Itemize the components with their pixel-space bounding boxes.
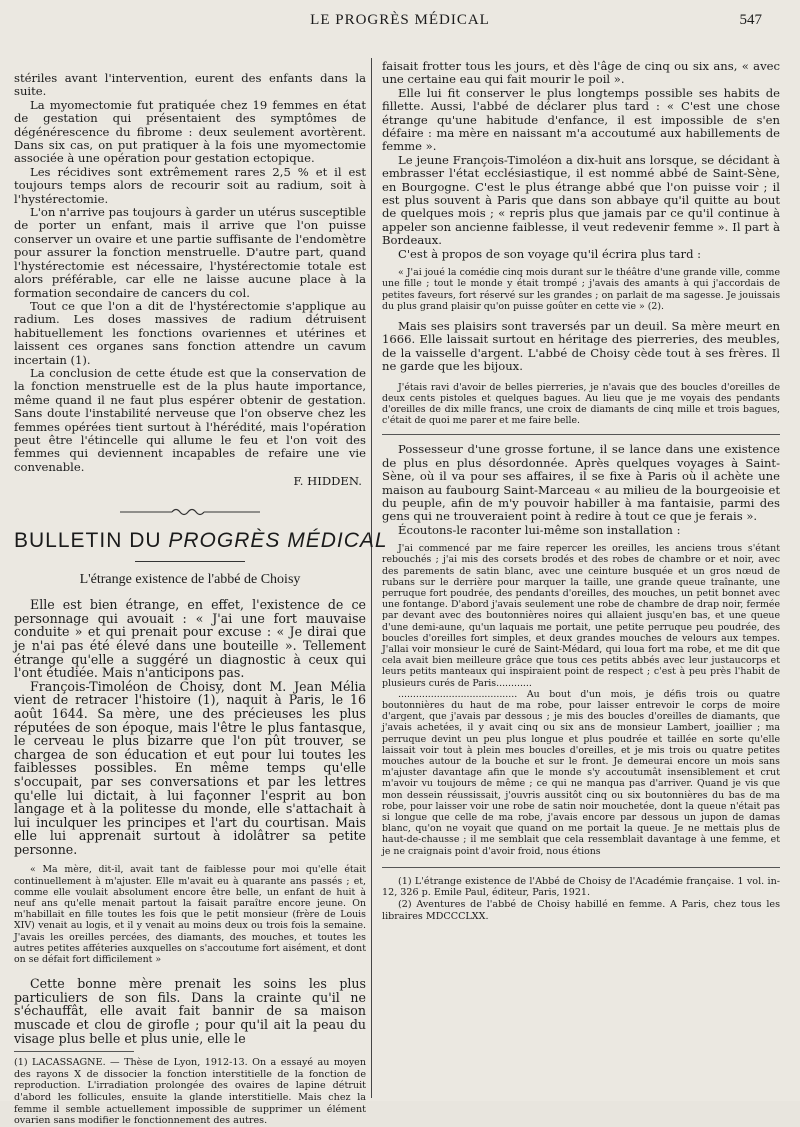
- page-number: 547: [739, 12, 762, 28]
- paragraph: Écoutons-le raconter lui-même son installation :: [398, 522, 681, 537]
- paragraph: La conclusion de cette étude est que la conservation de la fonction menstruelle est de la plus haute importance, même quand il ne faut plus espérer obtenir de gestation. Sans doute l'instabilité nerveuse que l'on observe chez les femmes opérées tient surtout à l'hérédité, mais l'opération peut être l'étincelle qui allume le feu et l'on voit des femmes qui deviennent incapables de refaire une vie convenable.: [14, 365, 366, 474]
- right-column: [382, 60, 780, 1097]
- quotation: ........................................ Au bout d'un mois, je défis trois ou quatre boutonnières du haut de ma robe, pour laisser entrevoir le corps de moire d'argent, que j'avais par dessous ; je mis des boucles d'oreilles de diamants, que j'avais achetées, il y avait cinq ou six ans de monsieur Lambert, joaillier ; ma perruque devint un peu plus longue et plus poudrée et taillée en sorte qu'elle laissait voir tout à plein mes boucles d'oreilles, et je mis trois ou quatre petites mouches autour de la bouche et sur le front. Je demeurai encore un mois sans m'ajuster davantage afin que le monde s'y accoutumât insensiblement et crut m'avoir vu toujours de même ; ce qui ne manqua pas d'arriver. Quand je vis que mon dessein réussissait, j'ouvris aussitôt cinq ou six boutonnières du bas de ma robe, pour laisser voir une robe de satin noir mouchetée, dont la queue n'était pas si longue que celle de ma robe, j'avais encore par dessous un jupon de damas blanc, qu'on ne voyait que quand on me portait la queue. Je ne mettais plus de haut-de-chausse ; il me semblait que cela ressemblait davantage à une femme, et je ne craignais point d'avoir froid, nous étions: [382, 688, 780, 857]
- paragraph: Les récidives sont extrêmement rares 2,5 % et il est toujours temps alors de recourir soit au radium, soit à l'hystérectomie.: [14, 164, 366, 206]
- journal-title: LE PROGRÈS MÉDICAL: [310, 12, 490, 28]
- paragraph: Elle lui fit conserver le plus longtemps possible ses habits de fillette. Aussi, l'abbé de déclarer plus tard : « C'est une chose étrange qu'une habitude d'enfance, il est impossible de s'en défaire : ma mère en naissant m'a accoutumé aux habillements de femme ».: [382, 85, 780, 154]
- paragraph: Cette bonne mère prenait les soins les plus particuliers de son fils. Dans la crainte qu'il ne s'échauffât, elle avait fait bannir de sa maison muscade et clou de girofle ; pour qu'il ait la peau du visage plus belle et plus unie, elle le: [14, 976, 366, 1046]
- bulletin-heading: [14, 529, 388, 553]
- paragraph: La myomectomie fut pratiquée chez 19 femmes en état de gestation qui présentaient des symptômes de dégénérescence du fibrome : deux seulement avortèrent. Dans six cas, on put pratiquer à la fois une myomectomie associée à une opération pour gestation ectopique.: [14, 97, 366, 166]
- paragraph: L'on n'arrive pas toujours à garder un utérus susceptible de porter un enfant, mais il arrive que l'on puisse conserver un ovaire et une partie suffisante de l'endomètre pour assurer la fonction menstruelle. D'autre part, quand l'hystérectomie est nécessaire, l'hystérectomie totale est alors préférable, car elle ne laisse aucune place à la formation secondaire de cancers du col.: [14, 205, 366, 300]
- column-divider: [371, 58, 372, 1098]
- footnote: (1) LACASSAGNE. — Thèse de Lyon, 1912-13. On a essayé au moyen des rayons X de dissocier la fonction interstitielle de la fonction de reproduction. L'irradiation prolongée des ovaires de lapine détruit d'abord les follicules, ensuite la glande interstitielle. Mais chez la femme il semble actuellement impossible de supprimer un élément ovarien sans modifier le fonctionnement des autres.: [14, 1057, 366, 1127]
- bulletin-journal-name: PROGRÈS MÉDICAL: [168, 529, 388, 553]
- paragraph: Tout ce que l'on a dit de l'hystérectomie s'applique au radium. Les doses massives de radium détruisent habituellement les fonctions ovariennes et utérines et laissent ces organes sans fonction attendre un cavum incertain (1).: [14, 298, 366, 367]
- ornament-icon: [120, 507, 260, 517]
- page-header: [0, 6, 800, 36]
- separator-ornament: [14, 502, 366, 521]
- paragraph: faisait frotter tous les jours, et dès l'âge de cinq ou six ans, « avec une certaine eau qui fait mourir le poil ».: [382, 59, 780, 87]
- quotation: J'étais ravi d'avoir de belles pierreries, je n'avais que des boucles d'oreilles de deux cents pistoles et quelques bagues. Au lieu que je me voyais des pendants d'oreilles de dix mille francs, une croix de diamants de cinq mille et trois bagues, c'était de quoi me parer et me faire belle.: [382, 381, 780, 427]
- paragraph: Possesseur d'une grosse fortune, il se lance dans une existence de plus en plus désordonnée. Après quelques voyages à Saint-Sène, où il va pour ses affaires, il se fixe à Paris où il achète une maison au faubourg Saint-Marceau « au milieu de la bourgeoisie et du peuple, afin de m'y pouvoir habiller à ma fantaisie, parmi des gens qui ne trouveraient point à redire à tout ce que je ferais ».: [382, 442, 780, 524]
- paragraph: François-Timoléon de Choisy, dont M. Jean Mélia vient de retracer l'histoire (1), naquit à Paris, le 16 août 1644. Sa mère, une des précieuses les plus réputées de son époque, mais l'être le plus fantasque, le cerveau le plus bizarre que l'on pût trouver, se chargea de son éducation et eut pour lui toutes les faiblesses possibles. En même temps qu'elle s'occupait, par ses conversations et par les lettres qu'elle lui dictait, à lui façonner l'esprit au bon langage et à la politesse du monde, elle s'attachait à lui inculquer les principes et l'art du courtisan. Mais elle lui apprenait surtout à idolâtrer sa petite personne.: [14, 678, 366, 857]
- quotation: « Ma mère, dit-il, avait tant de faiblesse pour moi qu'elle était continuellement à m'ajuster. Elle m'avait eu à quarante ans passés ; et, comme elle voulait absolument encore être belle, un enfant de huit à neuf ans qu'elle menait partout la faisait paraître encore jeune. On m'habillait en fille toutes les fois que le petit monsieur (frère de Louis XIV) venait au logis, et il y venait au moins deux ou trois fois la semaine. J'avais les oreilles percées, des diamants, des mouches, et toutes les autres petites afféteries auxquelles on s'accoutume fort aisément, et dont on se défait fort difficilement »: [14, 864, 366, 966]
- quotation: J'ai commencé par me faire repercer les oreilles, les anciens trous s'étant rebouchés ; j'ai mis des corsets brodés et des robes de chambre or et noir, avec des parements de satin blanc, avec une ceinture busquée et un gros nœud de rubans sur le derrière pour marquer la taille, une grande queue traînante, une perruque fort poudrée, des pendants d'oreilles, des mouches, un petit bonnet avec une fontange. D'abord j'avais seulement une robe de chambre de drap noir, fermée par devant avec des boutonnières noires qui allaient jusqu'en bas, et une queue d'une demi-aune, qu'un laquais me portait, une petite perruque peu poudrée, des boucles d'oreilles fort simples, et deux grandes mouches de velours aux tempes. J'allai voir monsieur le curé de Saint-Médard, qui loua fort ma robe, et me dit que cela avait bien meilleure grâce que tous ces petits abbés avec leur justaucorps et leurs petits manteaux qui inspiraient point de respect ; c'est à peu près l'habit de plusieurs curés de Paris............: [382, 543, 780, 689]
- paragraph: Le jeune François-Timoléon a dix-huit ans lorsque, se décidant à embrasser l'état ecclésiastique, il est nommé abbé de Saint-Sène, en Bourgogne. C'est le plus étrange abbé que l'on puisse voir ; il est plus souvent à Paris que dans son abbaye qu'il quitte au bout de quelques mois ; « repris plus que jamais par ce qu'il continue à appeler son ancienne faiblesse, il veut redevenir femme ». Il part à Bordeaux.: [382, 152, 780, 248]
- paragraph: C'est à propos de son voyage qu'il écrira plus tard :: [398, 246, 702, 261]
- bulletin-prefix: BULLETIN DU: [14, 529, 169, 553]
- article-title: L'étrange existence de l'abbé de Choisy: [79, 572, 301, 588]
- paragraph: Mais ses plaisirs sont traversés par un deuil. Sa mère meurt en 1666. Elle laissait surtout en héritage des pierreries, des meubles, de la vaisselle d'argent. L'abbé de Choisy cède tout à ses frères. Il ne garde que les bijoux.: [382, 318, 780, 374]
- footnote-rule: [14, 1051, 134, 1052]
- footnote: (1) L'étrange existence de l'Abbé de Choisy de l'Académie française. 1 vol. in-12, 326 p. Emile Paul, éditeur, Paris, 1921.: [382, 875, 780, 899]
- quotation: « J'ai joué la comédie cinq mois durant sur le théâtre d'une grande ville, comme une fille ; tout le monde y était trompé ; j'avais des amants à qui j'accordais de petites faveurs, fort réservé sur les grandes ; on parlait de ma sagesse. Je jouissais du plus grand plaisir qu'on puisse goûter en cette vie » (2).: [382, 267, 780, 312]
- heading-rule: [135, 561, 245, 562]
- paragraph: Elle est bien étrange, en effet, l'existence de ce personnage qui avouait : « J'ai une fort mauvaise conduite » et qui prenait pour excuse : « Je dirai que je n'ai pas été élevé dans une bouteille ». Tellement étrange qu'elle a suggéré un diagnostic à ceux qui l'ont étudiée. Mais n'anticipons pas.: [14, 597, 366, 681]
- paragraph: stériles avant l'intervention, eurent des enfants dans la suite.: [14, 71, 366, 99]
- left-column: [14, 71, 388, 1127]
- footnote-rule: [382, 867, 780, 868]
- separator-rule: [382, 434, 780, 435]
- author-signature: F. HIDDEN.: [293, 474, 362, 489]
- footnote: (2) Aventures de l'abbé de Choisy habillé en femme. A Paris, chez tous les libraires MDCCCLXX.: [382, 899, 780, 922]
